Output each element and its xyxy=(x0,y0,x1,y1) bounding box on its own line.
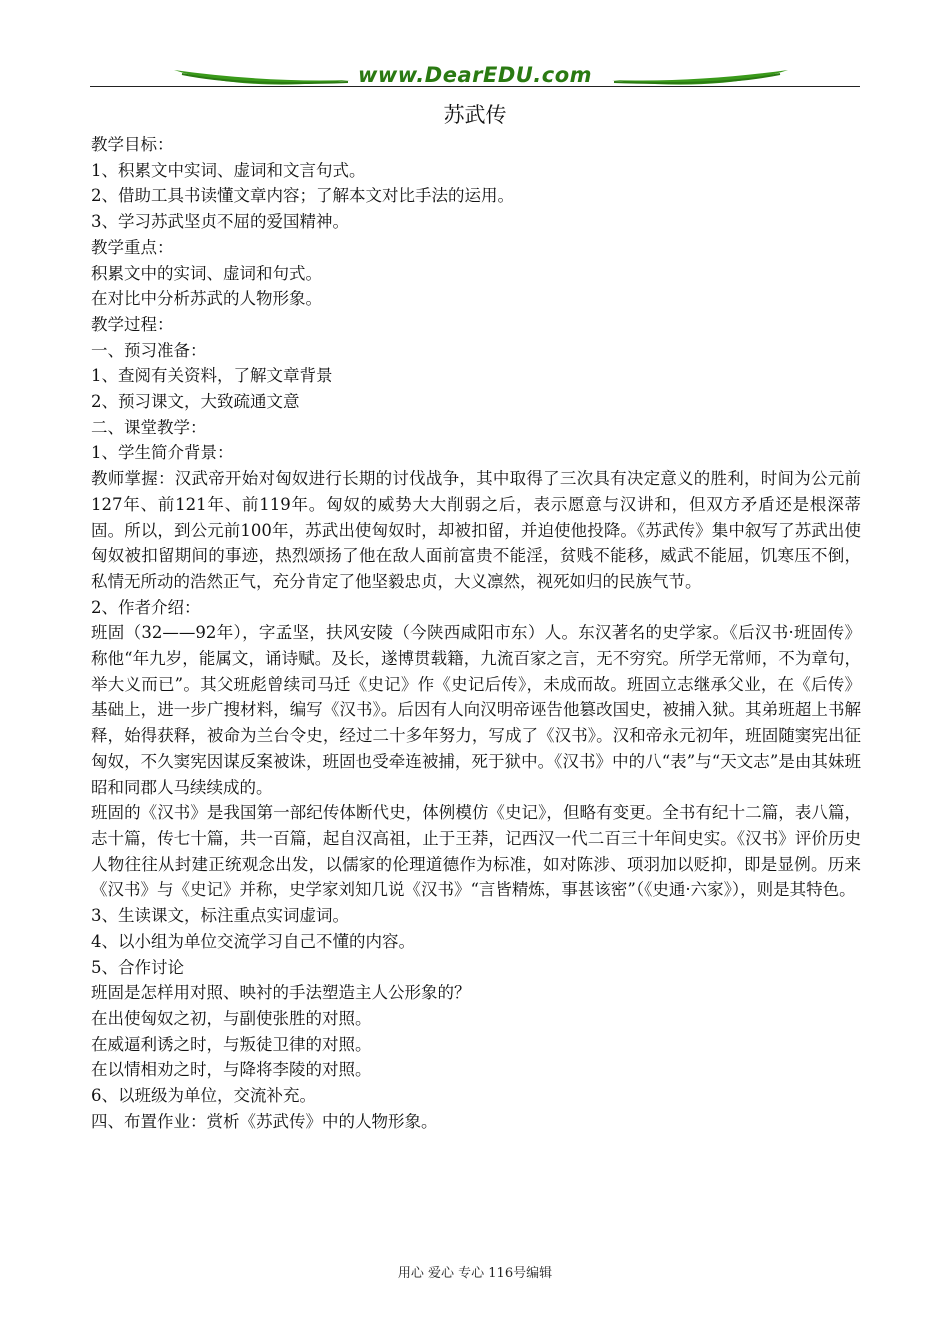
text-line: 6、以班级为单位，交流补充。 xyxy=(91,1086,316,1106)
brand-logo-text: www.DearEDU.com xyxy=(357,63,593,87)
author-paragraph: 班固（32——92年），字孟坚，扶风安陵（今陕西咸阳市东）人。东汉著名的史学家。《后汉书·班固传》称他“年九岁，能属文，诵诗赋。及长，遂博贯载籍，九流百家之言，无不穷究。所学无常师，不为章句，举大义而已”。其父班彪曾续司马迁《史记》作《史记后传》，未成而故。班固立志继承父业，在《后传》基础上，进一步广搜材料，编写《汉书》。后因有人向汉明帝诬告他篡改国史，被捕入狱。其弟班超上书解释，始得获释，被命为兰台令史，经过二十多年努力，写成了《汉书》。汉和帝永元初年，班固随窦宪出征匈奴，不久窦宪因谋反案被诛，班固也受牵连被捕，死于狱中。《汉书》中的八“表”与“天文志”是由其妹班昭和同郡人马续续成的。 xyxy=(91,623,861,797)
text-line: 在对比中分析苏武的人物形象。 xyxy=(91,289,322,309)
text-line: 3、学习苏武坚贞不屈的爱国精神。 xyxy=(91,212,349,232)
text-line: 二、课堂教学： xyxy=(91,417,207,437)
text-line: 一、预习准备： xyxy=(91,340,207,360)
text-line: 班固是怎样用对照、映衬的手法塑造主人公形象的？ xyxy=(91,983,471,1003)
text-line: 在出使匈奴之初，与副使张胜的对照。 xyxy=(91,1008,372,1028)
text-line: 2、借助工具书读懂文章内容；了解本文对比手法的运用。 xyxy=(91,186,514,206)
text-line: 4、以小组为单位交流学习自己不懂的内容。 xyxy=(91,931,415,951)
text-line: 在威逼利诱之时，与叛徒卫律的对照。 xyxy=(91,1034,372,1054)
text-line: 2、预习课文，大致疏通文意 xyxy=(91,392,300,412)
background-paragraph: 教师掌握：汉武帝开始对匈奴进行长期的讨伐战争，其中取得了三次具有决定意义的胜利，时间为公元前127年、前121年、前119年。匈奴的威势大大削弱之后，表示愿意与汉讲和，但双方矛盾还是根深蒂固。所以，到公元前100年，苏武出使匈奴时，却被扣留，并迫使他投降。《苏武传》集中叙写了苏武出使匈奴被扣留期间的事迹，热烈颂扬了他在敌人面前富贵不能淫，贫贱不能移，威武不能屈，饥寒压不倒，私情无所动的浩然正气，充分肯定了他坚毅忠贞，大义凛然，视死如归的民族气节。 xyxy=(91,469,861,591)
text-line: 教学过程： xyxy=(91,314,174,334)
page-footer: 用心 爱心 专心 116号编辑 xyxy=(397,1266,553,1281)
text-line: 在以情相劝之时，与降将李陵的对照。 xyxy=(91,1060,372,1080)
document-title: 苏武传 xyxy=(443,103,507,127)
text-line: 积累文中的实词、虚词和句式。 xyxy=(91,263,322,283)
text-line: 1、积累文中实词、虚词和文言句式。 xyxy=(91,160,366,180)
book-paragraph: 班固的《汉书》是我国第一部纪传体断代史，体例模仿《史记》，但略有变更。全书有纪十二篇，表八篇，志十篇，传七十篇，共一百篇，起自汉高祖，止于王莽，记西汉一代二百三十年间史实。《汉书》评价历史人物往往从封建正统观念出发，以儒家的伦理道德作为标准，如对陈涉、项羽加以贬抑，即是显例。历来《汉书》与《史记》并称，史学家刘知几说《汉书》“言皆精炼，事甚该密”（《史通·六家》），则是其特色。 xyxy=(91,803,861,900)
text-line: 3、生读课文，标注重点实词虚词。 xyxy=(91,906,349,926)
text-line: 1、查阅有关资料，了解文章背景 xyxy=(91,366,333,386)
text-line: 四、布置作业：赏析《苏武传》中的人物形象。 xyxy=(91,1111,438,1131)
text-line: 教学重点： xyxy=(91,237,174,257)
text-line: 教学目标： xyxy=(91,135,174,154)
text-line: 5、合作讨论 xyxy=(91,957,184,977)
header-divider xyxy=(90,86,860,87)
text-line: 1、学生简介背景： xyxy=(91,443,234,463)
document-body xyxy=(91,132,861,1134)
author-heading: 2、作者介绍： xyxy=(91,597,201,617)
